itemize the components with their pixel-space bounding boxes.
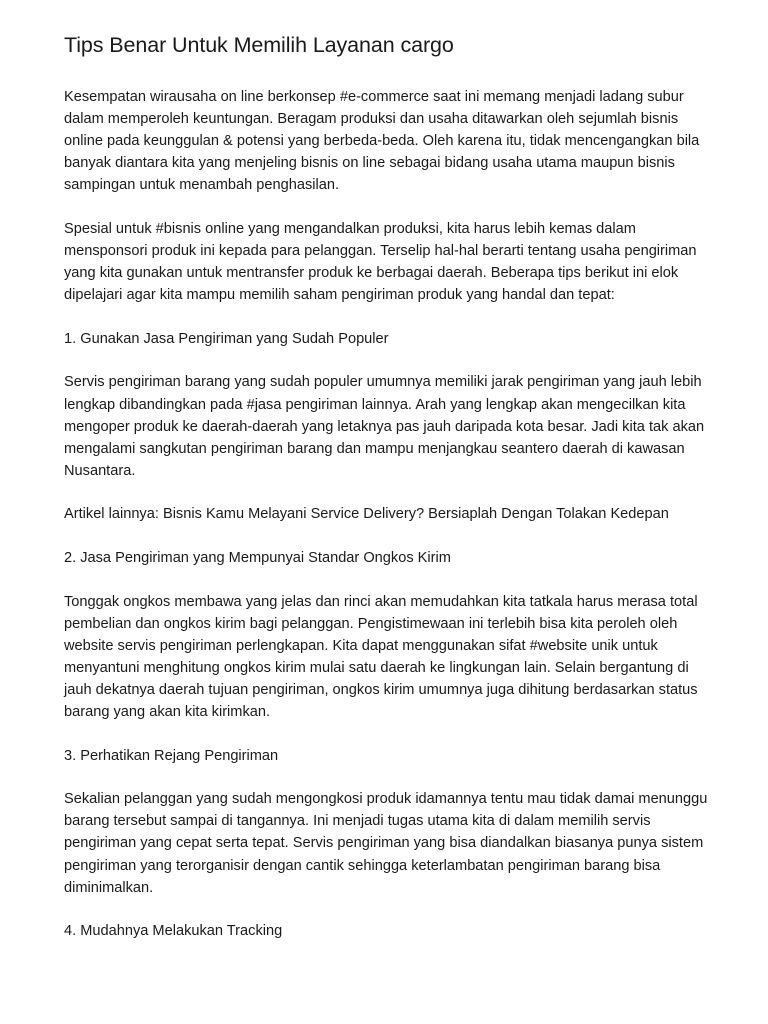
section-heading-1: 1. Gunakan Jasa Pengiriman yang Sudah Populer [64,330,389,347]
paragraph-section-2: Tonggak ongkos membawa yang jelas dan rinci akan memudahkan kita tatkala harus merasa total pembelian dan ongkos kirim bagi pelanggan. Pengistimewaan ini terlebih bisa kita peroleh oleh website servis pengiriman perlengkapan. Kita dapat menggunakan sifat #website unik untuk menyantuni menghitung ongkos kirim mulai satu daerah ke lingkungan lain. Selain bergantung di jauh dekatnya daerah tujuan pengiriman, ongkos kirim umumnya juga dihitung berdasarkan status barang yang akan kita kirimkan. [64,593,698,721]
related-article: Artikel lainnya: Bisnis Kamu Melayani Service Delivery? Bersiaplah Dengan Tolakan Kedepan [64,506,669,523]
paragraph-special: Spesial untuk #bisnis online yang mengandalkan produksi, kita harus lebih kemas dalam mensponsori produk ini kepada para pelanggan. Terselip hal-hal berarti tentang usaha pengiriman yang kita gunakan untuk mentransfer produk ke berbagai daerah. Beberapa tips berikut ini elok dipelajari agar kita mampu memilih saham pengiriman produk yang handal dan tepat: [64,220,697,304]
document-title: Tips Benar Untuk Memilih Layanan cargo [64,33,454,57]
paragraph-intro: Kesempatan wirausaha on line berkonsep #e-commerce saat ini memang menjadi ladang subur dalam memperoleh keuntungan. Beragam produksi dan usaha ditawarkan oleh sejumlah bisnis online pada keunggulan & potensi yang berbeda-beda. Oleh karena itu, tidak mencengangkan bila banyak diantara kita yang menjeling bisnis on line sebagai bidang usaha utama maupun bisnis sampingan untuk menambah penghasilan. [64,89,700,194]
paragraph-section-3: Sekalian pelanggan yang sudah mengongkosi produk idamannya tentu mau tidak damai menunggu barang tersebut sampai di tangannya. Ini menjadi tugas utama kita di dalam memilih servis pengiriman yang cepat serta tepat. Servis pengiriman yang bisa diandalkan biasanya punya sistem pengiriman yang terorganisir dengan cantik sehingga keterlambatan pengiriman barang bisa diminimalkan. [64,791,708,896]
section-heading-2: 2. Jasa Pengiriman yang Mempunyai Standar Ongkos Kirim [64,550,451,566]
paragraph-section-1: Servis pengiriman barang yang sudah populer umumnya memiliki jarak pengiriman yang jauh lebih lengkap dibandingkan pada #jasa pengiriman lainnya. Arah yang lengkap akan mengecilkan kita mengoper produk ke daerah-daerah yang letaknya pas jauh daripada kota besar. Jadi kita tak akan mengalami sangkutan pengiriman barang dan mampu menjangkau seantero daerah di kawasan Nusantara. [64,374,705,479]
section-heading-3: 3. Perhatikan Rejang Pengiriman [64,747,279,764]
section-heading-4: 4. Mudahnya Melakukan Tracking [64,923,283,940]
document-page [64,30,714,964]
